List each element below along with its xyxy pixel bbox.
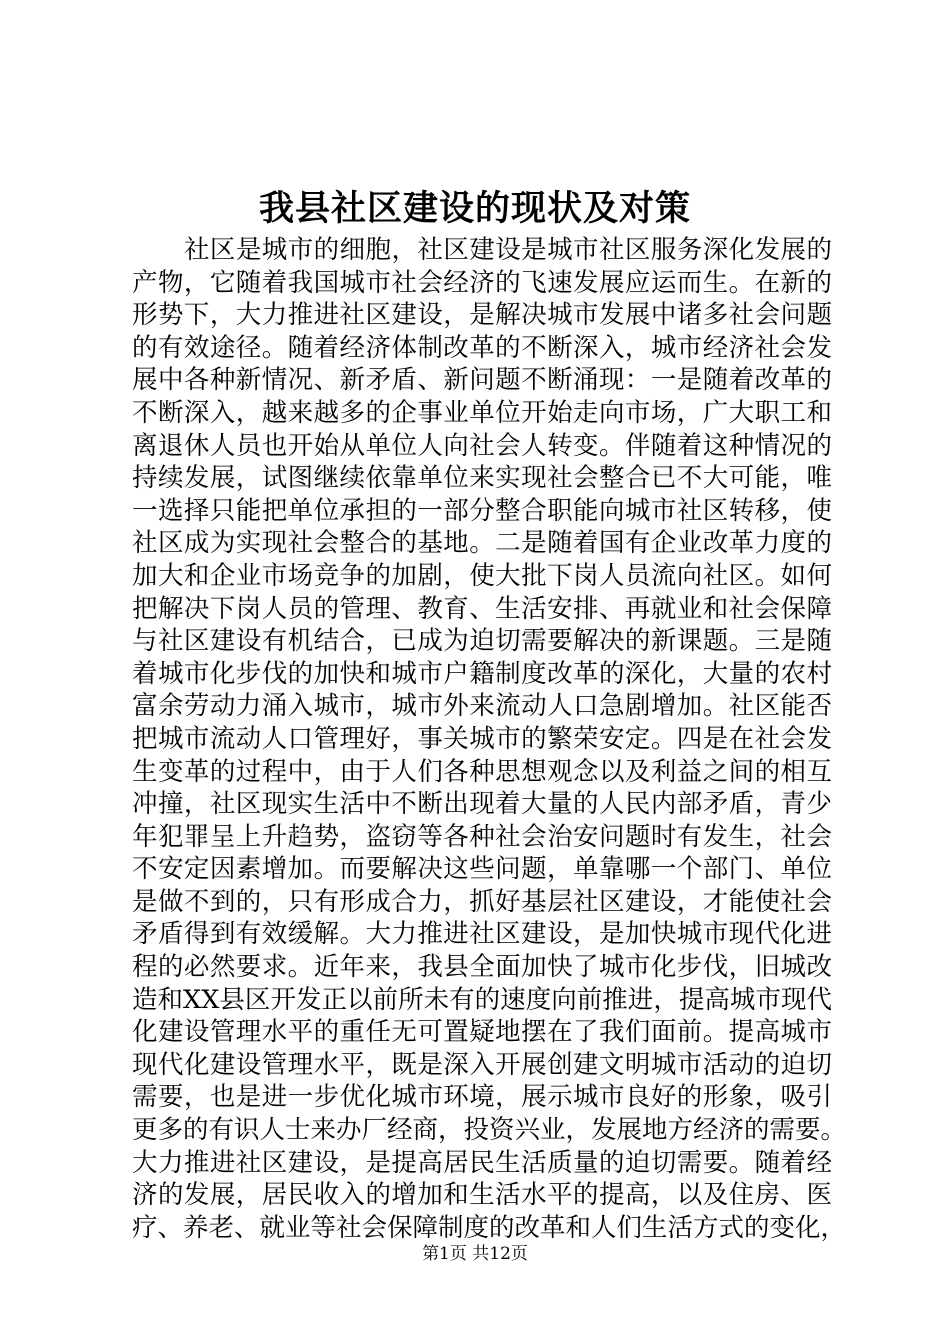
body-line: 是做不到的，只有形成合力，抓好基层社区建设，才能使社会 [132,886,832,917]
body-line: 年犯罪呈上升趋势，盗窃等各种社会治安问题时有发生，社会 [132,821,832,852]
body-line: 冲撞，社区现实生活中不断出现着大量的人民内部矛盾，青少 [132,789,832,820]
body-line: 富余劳动力涌入城市，城市外来流动人口急剧增加。社区能否 [132,691,832,722]
body-line: 程的必然要求。近年来，我县全面加快了城市化步伐，旧城改 [132,952,832,983]
body-line: 的有效途径。随着经济体制改革的不断深入，城市经济社会发 [132,332,832,363]
body-line: 把解决下岗人员的管理、教育、生活安排、再就业和社会保障 [132,593,832,624]
document-body [132,234,847,1244]
body-line: 把城市流动人口管理好，事关城市的繁荣安定。四是在社会发 [132,723,832,754]
body-line: 持续发展，试图继续依靠单位来实现社会整合已不大可能，唯 [132,463,832,494]
body-line: 展中各种新情况、新矛盾、新问题不断涌现：一是随着改革的 [132,365,832,396]
body-line: 矛盾得到有效缓解。大力推进社区建设，是加快城市现代化进 [132,919,832,950]
body-line: 社区是城市的细胞，社区建设是城市社区服务深化发展的 [184,235,832,265]
body-line: 大力推进社区建设，是提高居民生活质量的迫切需要。随着经 [132,1147,832,1178]
body-line: 更多的有识人士来办厂经商，投资兴业，发展地方经济的需要。 [132,1115,847,1146]
body-line: 产物，它随着我国城市社会经济的飞速发展应运而生。在新的 [132,267,832,298]
body-line: 现代化建设管理水平，既是深入开展创建文明城市活动的迫切 [132,1049,832,1080]
body-line: 不断深入，越来越多的企事业单位开始走向市场，广大职工和 [132,397,832,428]
body-line: 济的发展，居民收入的增加和生活水平的提高，以及住房、医 [132,1180,832,1211]
body-line: 化建设管理水平的重任无可置疑地摆在了我们面前。提高城市 [132,1017,832,1048]
body-line: 与社区建设有机结合，已成为迫切需要解决的新课题。三是随 [132,626,832,657]
body-line: 疗、养老、就业等社会保障制度的改革和人们生活方式的变化， [132,1212,847,1243]
body-line: 不安定因素增加。而要解决这些问题，单靠哪一个部门、单位 [132,854,832,885]
page-footer: 第1页 共12页 [422,1244,528,1264]
body-line: 需要，也是进一步优化城市环境，展示城市良好的形象，吸引 [132,1082,832,1113]
body-line: 形势下，大力推进社区建设，是解决城市发展中诸多社会问题 [132,300,832,331]
document-title: 我县社区建设的现状及对策 [258,188,691,229]
body-line: 加大和企业市场竞争的加剧，使大批下岗人员流向社区。如何 [132,560,832,591]
body-line: 离退休人员也开始从单位人向社会人转变。伴随着这种情况的 [132,430,832,461]
body-line: 着城市化步伐的加快和城市户籍制度改革的深化，大量的农村 [132,658,832,689]
body-line: 一选择只能把单位承担的一部分整合职能向城市社区转移，使 [132,495,832,526]
body-line: 生变革的过程中，由于人们各种思想观念以及利益之间的相互 [132,756,832,787]
body-line: 社区成为实现社会整合的基地。二是随着国有企业改革力度的 [132,528,832,559]
body-line: 造和XX县区开发正以前所未有的速度向前推进，提高城市现代 [132,984,832,1015]
